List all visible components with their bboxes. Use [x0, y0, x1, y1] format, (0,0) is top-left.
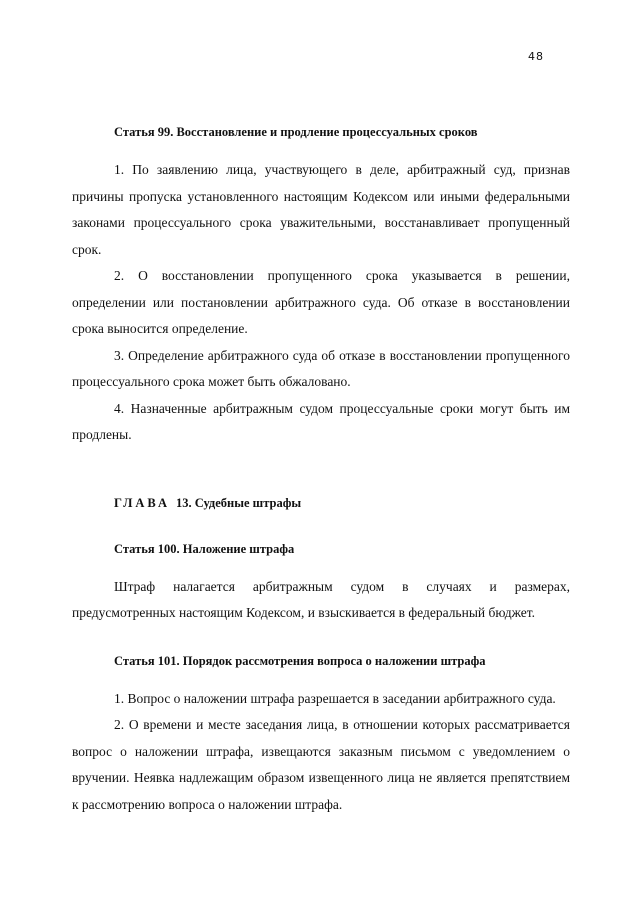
document-body — [72, 120, 570, 818]
article-99 — [72, 120, 570, 449]
article-101-paragraph-2: 2. О времени и месте заседания лица, в отношении которых рассматривается вопрос о наложении штрафа, извещаются заказным письмом с уведомлением о вручении. Неявка надлежащим образом извещенного лица не является препятствием к рассмотрению вопроса о наложении штрафа. — [72, 717, 570, 812]
chapter-title: 13. Судебные штрафы — [176, 495, 302, 510]
page-number: 48 — [528, 50, 544, 63]
article-101-heading: Статья 101. Порядок рассмотрения вопроса о наложении штрафа — [114, 653, 486, 668]
article-99-paragraph-2: 2. О восстановлении пропущенного срока указывается в решении, определении или постановлении арбитражного суда. Об отказе в восстановлении срока выносится определение. — [72, 268, 570, 336]
article-99-paragraph-1: 1. По заявлению лица, участвующего в деле, арбитражный суд, признав причины пропуска установленного настоящим Кодексом или иными федеральными законами процессуального срока уважительными, восстанавливает пропущенный срок. — [72, 162, 570, 257]
article-101 — [72, 649, 570, 819]
chapter-13-heading — [72, 491, 570, 515]
article-100 — [72, 537, 570, 627]
article-99-paragraph-3: 3. Определение арбитражного суда об отказе в восстановлении пропущенного процессуального срока может быть обжаловано. — [72, 347, 570, 389]
chapter-prefix: ГЛАВА — [114, 495, 170, 510]
article-100-paragraph-1: Штраф налагается арбитражным судом в случаях и размерах, предусмотренных настоящим Кодексом, и взыскивается в федеральный бюджет. — [72, 578, 570, 620]
article-99-heading: Статья 99. Восстановление и продление процессуальных сроков — [114, 125, 478, 139]
article-101-paragraph-1: 1. Вопрос о наложении штрафа разрешается в заседании арбитражного суда. — [114, 690, 556, 706]
article-99-paragraph-4: 4. Назначенные арбитражным судом процессуальные сроки могут быть им продлены. — [72, 400, 570, 442]
article-100-heading: Статья 100. Наложение штрафа — [114, 541, 295, 556]
